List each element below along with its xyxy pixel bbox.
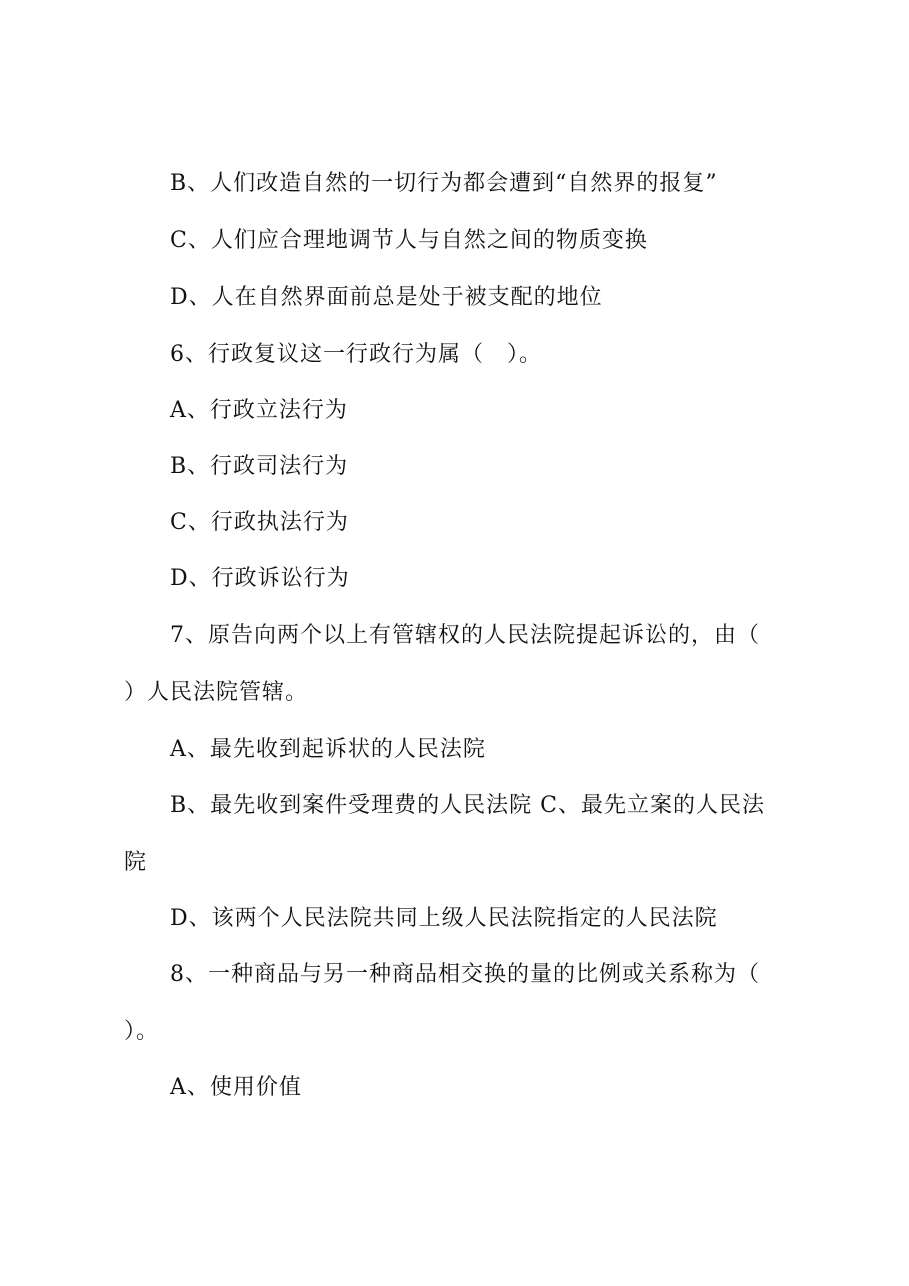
question-8-continuation: ）。 xyxy=(124,1019,160,1044)
option-5d: D、人在自然界面前总是处于被支配的地位 xyxy=(170,285,603,310)
option-5b: B、人们改造自然的一切行为都会遭到“自然界的报复” xyxy=(170,171,718,196)
question-8: 8、一种商品与另一种商品相交换的量的比例或关系称为（ xyxy=(170,962,760,987)
question-7-continuation: ）人民法院管辖。 xyxy=(124,680,309,705)
option-7a: A、最先收到起诉状的人民法院 xyxy=(170,737,486,762)
option-6c: C、行政执法行为 xyxy=(170,510,349,535)
option-6b: B、行政司法行为 xyxy=(170,454,349,479)
option-6a: A、行政立法行为 xyxy=(170,398,348,423)
option-7b-7c: B、最先收到案件受理费的人民法院 C、最先立案的人民法 xyxy=(170,793,765,818)
question-7: 7、原告向两个以上有管辖权的人民法院提起诉讼的，由（ xyxy=(170,623,760,648)
question-6: 6、行政复议这一行政行为属（ ）。 xyxy=(170,342,542,367)
option-5c: C、人们应合理地调节人与自然之间的物质变换 xyxy=(170,228,648,253)
option-7d: D、该两个人民法院共同上级人民法院指定的人民法院 xyxy=(170,906,718,931)
option-7c-continuation: 院 xyxy=(124,850,148,875)
option-8a: A、使用价值 xyxy=(170,1075,302,1100)
option-6d: D、行政诉讼行为 xyxy=(170,566,350,591)
